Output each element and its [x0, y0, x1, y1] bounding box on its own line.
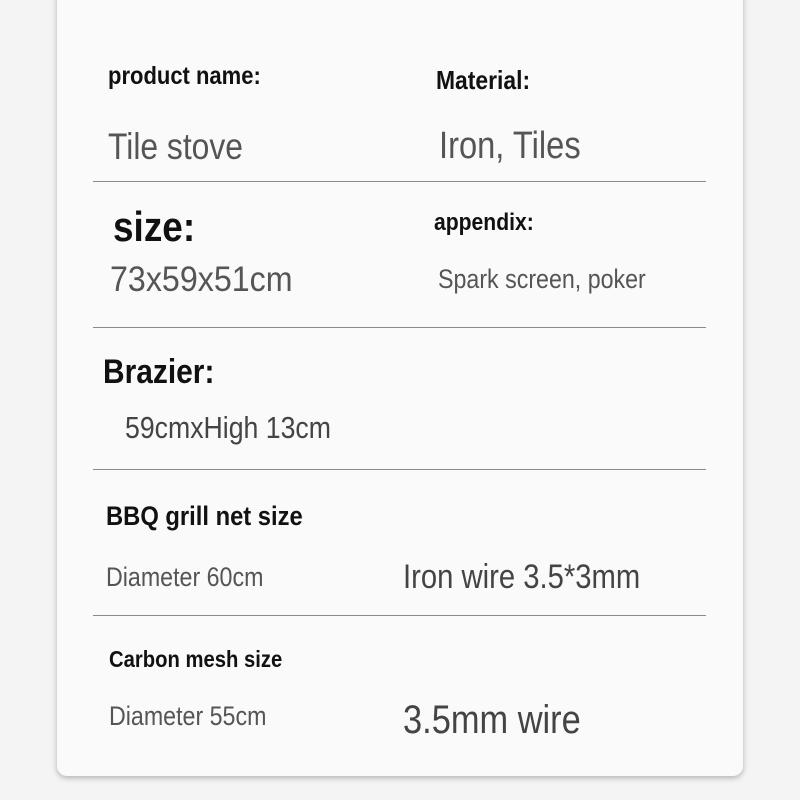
product-name-label: product name:: [108, 62, 261, 90]
divider-3: [93, 469, 706, 470]
product-name-value: Tile stove: [108, 126, 243, 167]
appendix-value: Spark screen, poker: [438, 264, 646, 294]
bbq-grill-diameter: Diameter 60cm: [106, 562, 264, 592]
divider-2: [93, 327, 706, 328]
brazier-label: Brazier:: [103, 353, 215, 391]
brazier-value: 59cmxHigh 13cm: [125, 410, 331, 445]
material-label: Material:: [436, 65, 531, 95]
carbon-mesh-wire: 3.5mm wire: [403, 698, 581, 742]
bbq-grill-wire: Iron wire 3.5*3mm: [403, 558, 641, 596]
carbon-mesh-diameter: Diameter 55cm: [109, 701, 267, 731]
size-value: 73x59x51cm: [110, 260, 293, 299]
carbon-mesh-label: Carbon mesh size: [109, 646, 283, 672]
bbq-grill-label: BBQ grill net size: [106, 501, 303, 531]
size-label: size:: [113, 203, 196, 250]
divider-4: [93, 615, 706, 616]
divider-1: [93, 181, 706, 182]
appendix-label: appendix:: [434, 209, 534, 236]
material-value: Iron, Tiles: [439, 125, 581, 167]
